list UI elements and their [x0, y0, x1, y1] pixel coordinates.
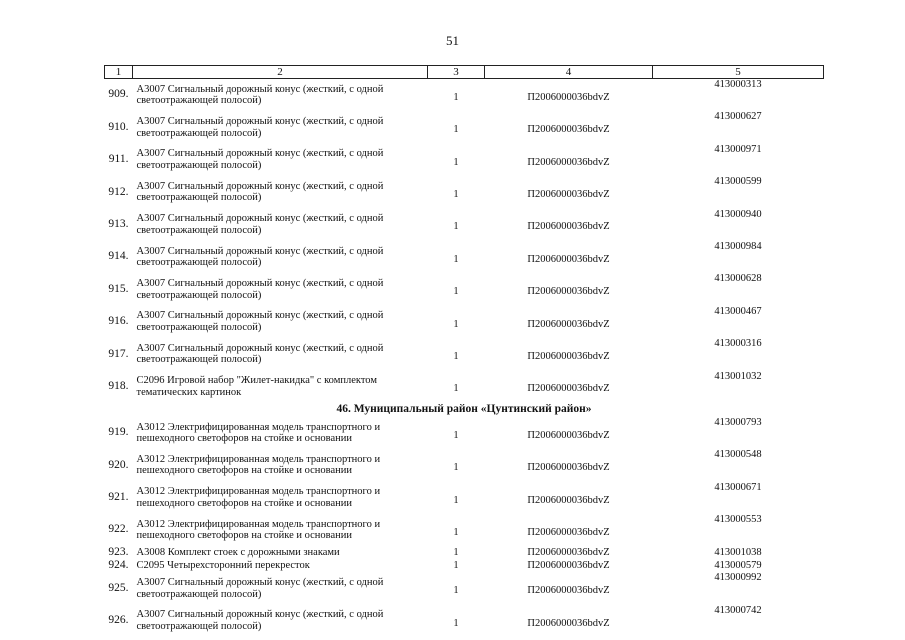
item-quantity: 1 — [453, 253, 459, 265]
item-code: П2006000036bdvZ — [527, 617, 610, 629]
table-row — [105, 209, 824, 241]
table-row — [105, 371, 824, 403]
inventory-number: 413000628 — [714, 273, 762, 285]
item-quantity: 1 — [453, 617, 459, 629]
item-name: А3007 Сигнальный дорожный конус (жесткий, с одной светоотражающей полосой) — [136, 213, 384, 236]
inventory-number: 413000940 — [714, 208, 762, 220]
row-number: 921. — [108, 491, 129, 504]
item-code: П2006000036bdvZ — [527, 91, 610, 103]
item-name: А3008 Комплект стоек с дорожными знаками — [136, 547, 340, 559]
item-name: А3012 Электрифицированная модель транспортного и пешеходного светофоров на стойке и основании — [136, 421, 381, 445]
row-number: 924. — [108, 559, 129, 572]
table-row — [105, 338, 824, 370]
inventory-number: 413000671 — [714, 481, 762, 493]
table-row — [105, 306, 824, 338]
item-name: А3007 Сигнальный дорожный конус (жесткий, с одной светоотражающей полосой) — [136, 180, 384, 204]
item-code: П2006000036bdvZ — [527, 156, 610, 168]
item-quantity: 1 — [453, 585, 459, 597]
item-code: П2006000036bdvZ — [527, 124, 610, 136]
row-number: 922. — [108, 523, 129, 536]
item-name: А3007 Сигнальный дорожный конус (жесткий, с одной светоотражающей полосой) — [136, 245, 384, 269]
inventory-number: 413000316 — [714, 338, 762, 350]
inventory-number: 413000984 — [714, 240, 762, 252]
row-number: 909. — [108, 88, 129, 101]
table-row — [105, 176, 824, 208]
item-quantity: 1 — [453, 494, 459, 506]
inventory-table — [104, 65, 824, 637]
item-name: А3007 Сигнальный дорожный конус (жесткий, с одной светоотражающей полосой) — [136, 277, 384, 301]
table-row — [105, 241, 824, 273]
row-number: 911. — [108, 153, 129, 166]
table-row — [105, 273, 824, 305]
table-row — [105, 572, 824, 604]
table-body — [105, 79, 824, 638]
table-row — [105, 417, 824, 449]
table-header-row — [105, 66, 824, 79]
item-name: А3012 Электрифицированная модель транспортного и пешеходного светофоров на стойке и основании — [136, 453, 381, 477]
page-number: 51 — [446, 33, 459, 48]
row-number: 916. — [108, 315, 129, 328]
item-code: П2006000036bdvZ — [527, 253, 610, 265]
row-number: 923. — [108, 546, 129, 559]
item-code: П2006000036bdvZ — [527, 547, 610, 559]
item-code: П2006000036bdvZ — [527, 494, 610, 506]
item-code: П2006000036bdvZ — [527, 383, 610, 395]
item-name: А3007 Сигнальный дорожный конус (жесткий, с одной светоотражающей полосой) — [136, 342, 384, 366]
item-code: П2006000036bdvZ — [527, 560, 610, 572]
table-row — [105, 111, 824, 143]
item-code: П2006000036bdvZ — [527, 221, 610, 233]
inventory-number: 413000793 — [714, 416, 762, 428]
item-quantity: 1 — [453, 91, 459, 103]
item-quantity: 1 — [453, 560, 459, 572]
item-quantity: 1 — [453, 383, 459, 395]
table-row — [105, 605, 824, 637]
inventory-number: 413000579 — [714, 560, 762, 572]
column-header-5: 5 — [653, 66, 824, 79]
table-row — [105, 514, 824, 546]
item-code: П2006000036bdvZ — [527, 585, 610, 597]
table-row — [105, 144, 824, 176]
item-name: А3007 Сигнальный дорожный конус (жесткий, с одной светоотражающей полосой) — [136, 148, 384, 171]
item-code: П2006000036bdvZ — [527, 462, 610, 474]
inventory-number: 413000742 — [714, 604, 762, 616]
item-code: П2006000036bdvZ — [527, 429, 610, 441]
section-row — [105, 403, 824, 417]
inventory-number: 413000313 — [714, 79, 762, 90]
inventory-number: 413000467 — [714, 305, 762, 317]
column-header-1: 1 — [105, 66, 133, 79]
item-quantity: 1 — [453, 318, 459, 330]
table-row — [105, 482, 824, 514]
item-name: А3007 Сигнальный дорожный конус (жесткий, с одной светоотражающей полосой) — [136, 83, 384, 107]
row-number: 925. — [108, 581, 129, 594]
item-code: П2006000036bdvZ — [527, 286, 610, 298]
item-quantity: 1 — [453, 189, 459, 201]
item-name: А3007 Сигнальный дорожный конус (жесткий, с одной светоотражающей полосой) — [136, 115, 384, 139]
column-header-4: 4 — [485, 66, 653, 79]
row-number: 912. — [108, 185, 129, 198]
table-row — [105, 559, 824, 572]
item-name: А3012 Электрифицированная модель транспортного и пешеходного светофоров на стойке и основании — [136, 518, 381, 542]
item-quantity: 1 — [453, 221, 459, 233]
table-row — [105, 79, 824, 112]
item-name: А3007 Сигнальный дорожный конус (жесткий, с одной светоотражающей полосой) — [136, 577, 384, 600]
item-code: П2006000036bdvZ — [527, 189, 610, 201]
item-quantity: 1 — [453, 429, 459, 441]
row-number: 920. — [108, 458, 129, 471]
item-name: С2095 Четырехсторонний перекресток — [136, 560, 310, 572]
inventory-number: 413000599 — [714, 176, 762, 188]
inventory-number: 413000627 — [714, 111, 762, 123]
section-title: 46. Муниципальный район «Цунтинский район» — [336, 403, 592, 416]
row-number: 926. — [108, 614, 129, 627]
item-quantity: 1 — [453, 462, 459, 474]
row-number: 918. — [108, 379, 129, 392]
item-code: П2006000036bdvZ — [527, 318, 610, 330]
row-number: 917. — [108, 347, 129, 360]
item-quantity: 1 — [453, 547, 459, 559]
inventory-number: 413000992 — [714, 572, 762, 584]
inventory-number: 413001038 — [714, 547, 762, 559]
item-name: А3012 Электрифицированная модель транспортного и пешеходного светофоров на стойке и основании — [136, 486, 381, 509]
inventory-number: 413000553 — [714, 514, 762, 526]
row-number: 913. — [108, 217, 129, 230]
inventory-number: 413000548 — [714, 449, 762, 461]
item-name: С2096 Игровой набор "Жилет-накидка" с комплектом тематических картинок — [136, 375, 377, 398]
inventory-number: 413001032 — [714, 370, 762, 382]
item-quantity: 1 — [453, 526, 459, 538]
row-number: 915. — [108, 282, 129, 295]
row-number: 919. — [108, 426, 129, 439]
item-quantity: 1 — [453, 156, 459, 168]
table-row — [105, 449, 824, 481]
row-number: 910. — [108, 120, 129, 133]
item-quantity: 1 — [453, 351, 459, 363]
item-code: П2006000036bdvZ — [527, 351, 610, 363]
inventory-number: 413000971 — [714, 143, 762, 155]
row-number: 914. — [108, 250, 129, 263]
item-name: А3007 Сигнальный дорожный конус (жесткий, с одной светоотражающей полосой) — [136, 609, 384, 633]
column-header-3: 3 — [428, 66, 485, 79]
table-row — [105, 546, 824, 559]
item-quantity: 1 — [453, 286, 459, 298]
item-code: П2006000036bdvZ — [527, 526, 610, 538]
item-name: А3007 Сигнальный дорожный конус (жесткий, с одной светоотражающей полосой) — [136, 310, 384, 333]
item-quantity: 1 — [453, 124, 459, 136]
column-header-2: 2 — [133, 66, 428, 79]
